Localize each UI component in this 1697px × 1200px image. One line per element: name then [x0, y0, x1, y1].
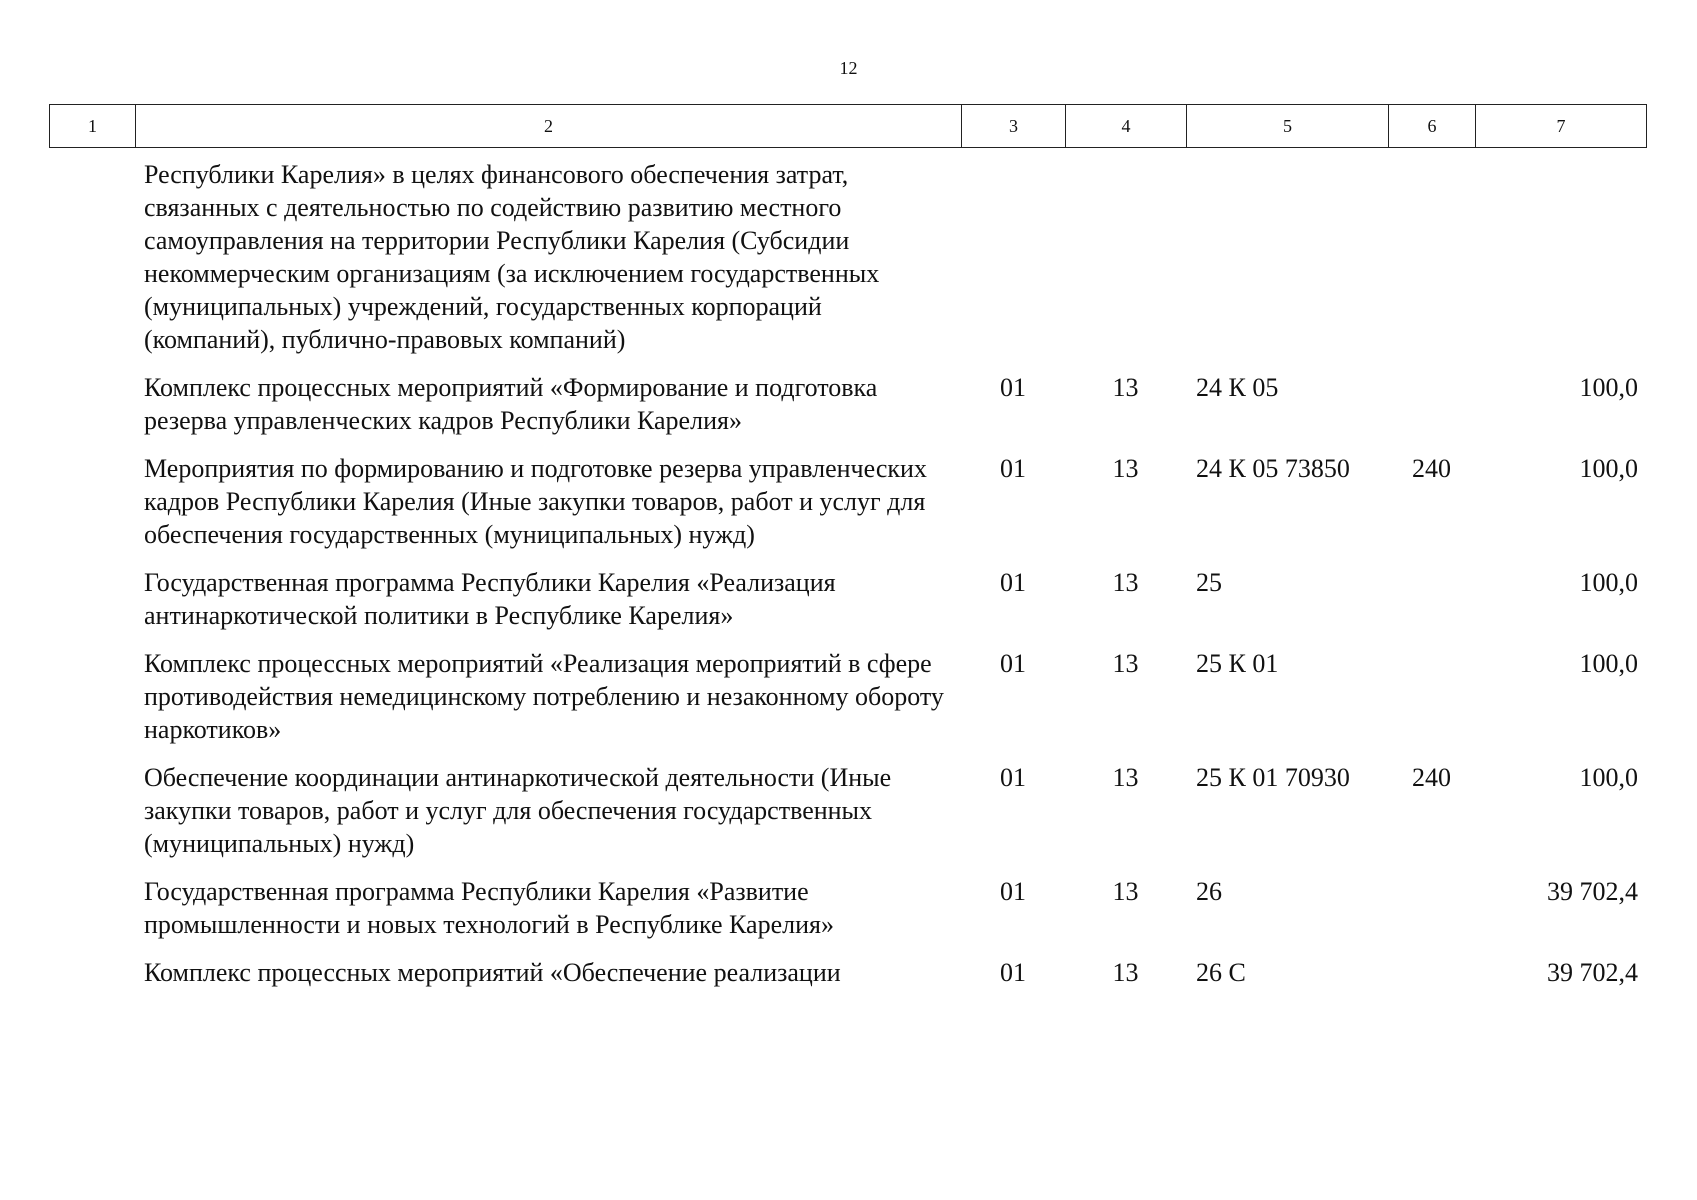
table-row: [49, 566, 1646, 647]
row-expense-type: [1388, 566, 1475, 647]
row-expense-type: 240: [1412, 454, 1451, 483]
header-cell-2: 2: [136, 105, 962, 148]
row-amount: 39 702,4: [1547, 877, 1638, 906]
row-expense-type: [1388, 956, 1475, 989]
row-section: 01: [1000, 763, 1026, 792]
row-subsection: 13: [1112, 877, 1139, 906]
row-target-article: 25 К 01 70930: [1196, 763, 1350, 792]
table-row: [49, 452, 1646, 566]
row-subsection: 13: [1112, 373, 1139, 402]
row-subsection: [1065, 158, 1186, 371]
row-expense-type: [1388, 158, 1475, 371]
row-name: Государственная программа Республики Карелия «Развитие промышленности и новых технологий в Республике Карелия»: [144, 877, 834, 939]
row-amount: [1475, 158, 1646, 371]
row-name: Республики Карелия» в целях финансового обеспечения затрат, связанных с деятельностью по содействию развитию местного самоуправления на территории Республики Карелия (Субсидии некоммерческим организациям (за исключением государственных (муниципальных) учреждений, государственных корпораций (компаний), публично-правовых компаний): [144, 160, 880, 354]
row-section: 01: [1000, 373, 1026, 402]
table-row: [49, 647, 1646, 761]
row-section: [961, 158, 1065, 371]
header-cell-5: 5: [1187, 105, 1389, 148]
table-row: [49, 875, 1646, 956]
table-row: [49, 761, 1646, 875]
row-subsection: 13: [1112, 958, 1139, 987]
row-target-article: 24 К 05 73850: [1196, 454, 1350, 483]
row-amount: 100,0: [1579, 763, 1638, 792]
row-expense-type: 240: [1412, 763, 1451, 792]
header-cell-1: 1: [50, 105, 136, 148]
row-target-article: 26 С: [1196, 958, 1246, 987]
header-row: [50, 105, 1647, 148]
row-section: 01: [1000, 454, 1026, 483]
row-name: Государственная программа Республики Карелия «Реализация антинаркотической политики в Республике Карелия»: [144, 568, 836, 630]
row-amount: 100,0: [1579, 373, 1638, 402]
row-target-article: [1186, 158, 1388, 371]
row-expense-type: [1388, 647, 1475, 761]
row-name: Комплекс процессных мероприятий «Обеспечение реализации: [144, 958, 841, 987]
row-expense-type: [1388, 371, 1475, 452]
row-target-article: 25: [1196, 568, 1222, 597]
page-number: 12: [839, 58, 858, 78]
row-amount: 100,0: [1579, 568, 1638, 597]
row-subsection: 13: [1112, 454, 1139, 483]
row-subsection: 13: [1112, 568, 1139, 597]
row-name: Мероприятия по формированию и подготовке резерва управленческих кадров Республики Карелия (Иные закупки товаров, работ и услуг для обеспечения государственных (муниципальных) нужд): [144, 454, 927, 549]
row-expense-type: [1388, 875, 1475, 956]
header-cell-4: 4: [1066, 105, 1187, 148]
header-cell-7: 7: [1476, 105, 1647, 148]
row-amount: 100,0: [1579, 649, 1638, 678]
column-number-header: [49, 104, 1647, 148]
row-target-article: 25 К 01: [1196, 649, 1279, 678]
table-row: [49, 158, 1646, 371]
row-subsection: 13: [1112, 649, 1139, 678]
row-target-article: 26: [1196, 877, 1222, 906]
row-amount: 39 702,4: [1547, 958, 1638, 987]
row-name: Комплекс процессных мероприятий «Реализация мероприятий в сфере противодействия немедицинскому потреблению и незаконному обороту наркотиков»: [144, 649, 944, 744]
budget-table: [49, 158, 1646, 989]
table-row: [49, 371, 1646, 452]
header-cell-3: 3: [962, 105, 1066, 148]
row-subsection: 13: [1112, 763, 1139, 792]
row-section: 01: [1000, 877, 1026, 906]
row-name: Комплекс процессных мероприятий «Формирование и подготовка резерва управленческих кадров Республики Карелия»: [144, 373, 878, 435]
row-amount: 100,0: [1579, 454, 1638, 483]
header-cell-6: 6: [1389, 105, 1476, 148]
row-target-article: 24 К 05: [1196, 373, 1279, 402]
row-name: Обеспечение координации антинаркотической деятельности (Иные закупки товаров, работ и услуг для обеспечения государственных (муниципальных) нужд): [144, 763, 892, 858]
table-row: [49, 956, 1646, 989]
row-section: 01: [1000, 568, 1026, 597]
row-section: 01: [1000, 958, 1026, 987]
row-section: 01: [1000, 649, 1026, 678]
